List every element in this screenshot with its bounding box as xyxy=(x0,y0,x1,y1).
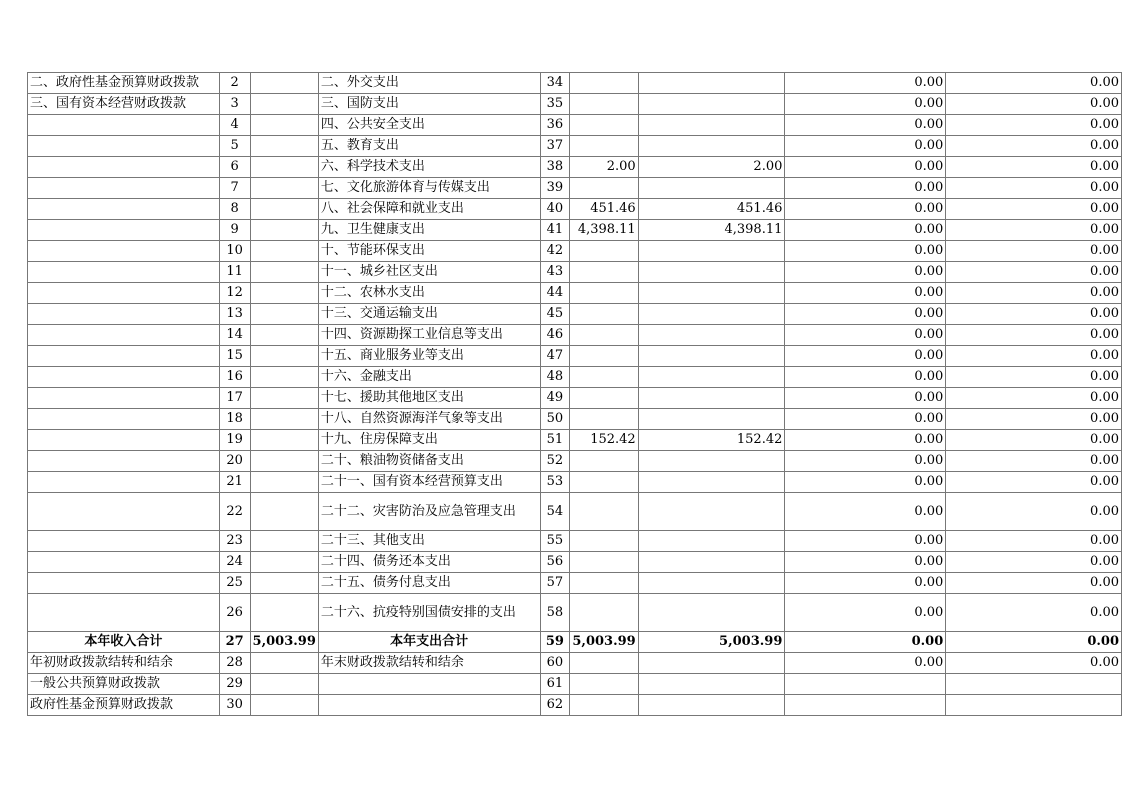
general-budget-amount xyxy=(638,178,785,199)
income-line-no: 28 xyxy=(219,653,250,674)
expense-item: 本年支出合计 xyxy=(318,632,540,653)
state-capital-amount: 0.00 xyxy=(946,493,1122,531)
general-budget-amount xyxy=(638,346,785,367)
income-item xyxy=(28,325,220,346)
state-capital-amount: 0.00 xyxy=(946,451,1122,472)
general-budget-amount xyxy=(638,304,785,325)
gov-fund-amount: 0.00 xyxy=(785,94,946,115)
general-budget-amount xyxy=(638,367,785,388)
expense-line-no: 52 xyxy=(540,451,570,472)
expense-total xyxy=(570,674,638,695)
expense-line-no: 57 xyxy=(540,573,570,594)
income-amount xyxy=(250,653,318,674)
income-line-no: 23 xyxy=(219,531,250,552)
general-budget-amount xyxy=(638,115,785,136)
gov-fund-amount: 0.00 xyxy=(785,653,946,674)
state-capital-amount: 0.00 xyxy=(946,136,1122,157)
income-line-no: 8 xyxy=(219,199,250,220)
income-item xyxy=(28,283,220,304)
income-item: 年初财政拨款结转和结余 xyxy=(28,653,220,674)
income-item xyxy=(28,115,220,136)
expense-total xyxy=(570,367,638,388)
state-capital-amount: 0.00 xyxy=(946,632,1122,653)
state-capital-amount: 0.00 xyxy=(946,552,1122,573)
general-budget-amount xyxy=(638,653,785,674)
expense-item: 三、国防支出 xyxy=(318,94,540,115)
table-row xyxy=(28,594,1122,632)
income-line-no: 9 xyxy=(219,220,250,241)
income-amount xyxy=(250,472,318,493)
income-item: 二、政府性基金预算财政拨款 xyxy=(28,73,220,94)
income-item xyxy=(28,409,220,430)
state-capital-amount: 0.00 xyxy=(946,472,1122,493)
table-row xyxy=(28,325,1122,346)
state-capital-amount: 0.00 xyxy=(946,430,1122,451)
expense-line-no: 35 xyxy=(540,94,570,115)
income-item xyxy=(28,178,220,199)
income-item xyxy=(28,552,220,573)
income-amount xyxy=(250,178,318,199)
expense-line-no: 51 xyxy=(540,430,570,451)
table-body xyxy=(28,73,1122,716)
income-item xyxy=(28,472,220,493)
income-line-no: 12 xyxy=(219,283,250,304)
gov-fund-amount: 0.00 xyxy=(785,157,946,178)
expense-total xyxy=(570,325,638,346)
state-capital-amount: 0.00 xyxy=(946,262,1122,283)
expense-total xyxy=(570,94,638,115)
general-budget-amount xyxy=(638,262,785,283)
expense-total xyxy=(570,653,638,674)
income-line-no: 29 xyxy=(219,674,250,695)
income-line-no: 14 xyxy=(219,325,250,346)
table-row xyxy=(28,115,1122,136)
expense-item: 十四、资源勘探工业信息等支出 xyxy=(318,325,540,346)
expense-item xyxy=(318,695,540,716)
expense-line-no: 34 xyxy=(540,73,570,94)
expense-item: 七、文化旅游体育与传媒支出 xyxy=(318,178,540,199)
gov-fund-amount: 0.00 xyxy=(785,367,946,388)
general-budget-amount xyxy=(638,409,785,430)
expense-line-no: 49 xyxy=(540,388,570,409)
income-item xyxy=(28,531,220,552)
income-line-no: 21 xyxy=(219,472,250,493)
state-capital-amount: 0.00 xyxy=(946,220,1122,241)
expense-item: 二、外交支出 xyxy=(318,73,540,94)
gov-fund-amount: 0.00 xyxy=(785,325,946,346)
expense-line-no: 55 xyxy=(540,531,570,552)
income-line-no: 2 xyxy=(219,73,250,94)
income-amount xyxy=(250,409,318,430)
expense-line-no: 53 xyxy=(540,472,570,493)
income-item: 政府性基金预算财政拨款 xyxy=(28,695,220,716)
income-line-no: 25 xyxy=(219,573,250,594)
expense-item: 十九、住房保障支出 xyxy=(318,430,540,451)
general-budget-amount xyxy=(638,325,785,346)
expense-item: 九、卫生健康支出 xyxy=(318,220,540,241)
income-line-no: 26 xyxy=(219,594,250,632)
expense-item: 二十、粮油物资储备支出 xyxy=(318,451,540,472)
expense-line-no: 54 xyxy=(540,493,570,531)
income-item xyxy=(28,573,220,594)
expense-line-no: 43 xyxy=(540,262,570,283)
table-row xyxy=(28,552,1122,573)
income-item xyxy=(28,388,220,409)
general-budget-amount: 152.42 xyxy=(638,430,785,451)
table-row xyxy=(28,178,1122,199)
income-amount xyxy=(250,674,318,695)
table-row xyxy=(28,451,1122,472)
income-amount xyxy=(250,241,318,262)
income-line-no: 19 xyxy=(219,430,250,451)
expense-item: 二十五、债务付息支出 xyxy=(318,573,540,594)
expense-total: 152.42 xyxy=(570,430,638,451)
state-capital-amount xyxy=(946,695,1122,716)
expense-item: 二十四、债务还本支出 xyxy=(318,552,540,573)
gov-fund-amount: 0.00 xyxy=(785,594,946,632)
gov-fund-amount: 0.00 xyxy=(785,136,946,157)
state-capital-amount: 0.00 xyxy=(946,653,1122,674)
income-line-no: 6 xyxy=(219,157,250,178)
general-budget-amount xyxy=(638,472,785,493)
state-capital-amount: 0.00 xyxy=(946,531,1122,552)
income-amount xyxy=(250,346,318,367)
income-amount xyxy=(250,304,318,325)
income-item xyxy=(28,136,220,157)
table-row xyxy=(28,493,1122,531)
income-line-no: 10 xyxy=(219,241,250,262)
state-capital-amount: 0.00 xyxy=(946,388,1122,409)
income-item xyxy=(28,241,220,262)
state-capital-amount: 0.00 xyxy=(946,115,1122,136)
income-line-no: 11 xyxy=(219,262,250,283)
table-row xyxy=(28,632,1122,653)
gov-fund-amount: 0.00 xyxy=(785,304,946,325)
general-budget-amount xyxy=(638,552,785,573)
income-amount xyxy=(250,451,318,472)
budget-table xyxy=(27,72,1122,716)
table-row xyxy=(28,199,1122,220)
gov-fund-amount: 0.00 xyxy=(785,283,946,304)
gov-fund-amount: 0.00 xyxy=(785,531,946,552)
expense-item: 五、教育支出 xyxy=(318,136,540,157)
expense-total xyxy=(570,262,638,283)
income-amount xyxy=(250,262,318,283)
gov-fund-amount: 0.00 xyxy=(785,73,946,94)
expense-total xyxy=(570,136,638,157)
expense-total xyxy=(570,304,638,325)
general-budget-amount xyxy=(638,573,785,594)
expense-line-no: 59 xyxy=(540,632,570,653)
table-row xyxy=(28,409,1122,430)
income-amount xyxy=(250,493,318,531)
general-budget-amount xyxy=(638,241,785,262)
expense-item: 十六、金融支出 xyxy=(318,367,540,388)
expense-line-no: 37 xyxy=(540,136,570,157)
expense-item: 十三、交通运输支出 xyxy=(318,304,540,325)
expense-item: 六、科学技术支出 xyxy=(318,157,540,178)
income-line-no: 7 xyxy=(219,178,250,199)
income-amount xyxy=(250,388,318,409)
expense-total: 451.46 xyxy=(570,199,638,220)
income-amount xyxy=(250,325,318,346)
gov-fund-amount: 0.00 xyxy=(785,262,946,283)
general-budget-amount xyxy=(638,94,785,115)
gov-fund-amount: 0.00 xyxy=(785,409,946,430)
expense-line-no: 42 xyxy=(540,241,570,262)
expense-total xyxy=(570,695,638,716)
income-item: 三、国有资本经营财政拨款 xyxy=(28,94,220,115)
income-line-no: 17 xyxy=(219,388,250,409)
income-item xyxy=(28,304,220,325)
table-row xyxy=(28,346,1122,367)
expense-item: 二十二、灾害防治及应急管理支出 xyxy=(318,493,540,531)
income-line-no: 30 xyxy=(219,695,250,716)
expense-line-no: 41 xyxy=(540,220,570,241)
income-item xyxy=(28,262,220,283)
expense-line-no: 50 xyxy=(540,409,570,430)
expense-item: 二十三、其他支出 xyxy=(318,531,540,552)
table-row xyxy=(28,695,1122,716)
income-amount xyxy=(250,157,318,178)
expense-line-no: 58 xyxy=(540,594,570,632)
general-budget-amount xyxy=(638,493,785,531)
table-row xyxy=(28,157,1122,178)
table-row xyxy=(28,220,1122,241)
general-budget-amount: 2.00 xyxy=(638,157,785,178)
gov-fund-amount: 0.00 xyxy=(785,115,946,136)
expense-item xyxy=(318,674,540,695)
gov-fund-amount: 0.00 xyxy=(785,241,946,262)
income-item xyxy=(28,367,220,388)
state-capital-amount: 0.00 xyxy=(946,367,1122,388)
gov-fund-amount xyxy=(785,695,946,716)
expense-item: 十二、农林水支出 xyxy=(318,283,540,304)
gov-fund-amount: 0.00 xyxy=(785,493,946,531)
state-capital-amount: 0.00 xyxy=(946,283,1122,304)
expense-total xyxy=(570,178,638,199)
general-budget-amount xyxy=(638,283,785,304)
expense-line-no: 38 xyxy=(540,157,570,178)
income-amount xyxy=(250,552,318,573)
general-budget-amount: 5,003.99 xyxy=(638,632,785,653)
income-line-no: 27 xyxy=(219,632,250,653)
expense-item: 十、节能环保支出 xyxy=(318,241,540,262)
income-item xyxy=(28,430,220,451)
general-budget-amount xyxy=(638,388,785,409)
expense-total xyxy=(570,573,638,594)
state-capital-amount: 0.00 xyxy=(946,573,1122,594)
income-line-no: 5 xyxy=(219,136,250,157)
expense-line-no: 62 xyxy=(540,695,570,716)
expense-item: 二十六、抗疫特别国债安排的支出 xyxy=(318,594,540,632)
expense-total xyxy=(570,552,638,573)
expense-line-no: 47 xyxy=(540,346,570,367)
income-amount xyxy=(250,594,318,632)
expense-total xyxy=(570,346,638,367)
table-row xyxy=(28,388,1122,409)
expense-total xyxy=(570,531,638,552)
gov-fund-amount: 0.00 xyxy=(785,632,946,653)
table-row xyxy=(28,531,1122,552)
state-capital-amount: 0.00 xyxy=(946,73,1122,94)
expense-item: 十七、援助其他地区支出 xyxy=(318,388,540,409)
table-row xyxy=(28,653,1122,674)
expense-line-no: 46 xyxy=(540,325,570,346)
general-budget-amount xyxy=(638,136,785,157)
income-amount xyxy=(250,573,318,594)
income-item xyxy=(28,220,220,241)
income-amount xyxy=(250,94,318,115)
income-item xyxy=(28,157,220,178)
general-budget-amount xyxy=(638,73,785,94)
income-item: 一般公共预算财政拨款 xyxy=(28,674,220,695)
general-budget-amount xyxy=(638,695,785,716)
gov-fund-amount: 0.00 xyxy=(785,573,946,594)
general-budget-amount: 451.46 xyxy=(638,199,785,220)
table-row xyxy=(28,94,1122,115)
income-amount xyxy=(250,136,318,157)
income-item xyxy=(28,493,220,531)
general-budget-amount xyxy=(638,451,785,472)
state-capital-amount: 0.00 xyxy=(946,594,1122,632)
income-amount xyxy=(250,115,318,136)
table-row xyxy=(28,674,1122,695)
expense-total xyxy=(570,472,638,493)
expense-line-no: 61 xyxy=(540,674,570,695)
expense-total xyxy=(570,451,638,472)
income-line-no: 13 xyxy=(219,304,250,325)
table-row xyxy=(28,367,1122,388)
income-line-no: 22 xyxy=(219,493,250,531)
income-line-no: 24 xyxy=(219,552,250,573)
gov-fund-amount: 0.00 xyxy=(785,220,946,241)
gov-fund-amount: 0.00 xyxy=(785,552,946,573)
gov-fund-amount: 0.00 xyxy=(785,430,946,451)
expense-total xyxy=(570,283,638,304)
state-capital-amount: 0.00 xyxy=(946,157,1122,178)
expense-line-no: 44 xyxy=(540,283,570,304)
table-row xyxy=(28,262,1122,283)
expense-total xyxy=(570,594,638,632)
gov-fund-amount: 0.00 xyxy=(785,346,946,367)
expense-total xyxy=(570,409,638,430)
table-row xyxy=(28,472,1122,493)
state-capital-amount: 0.00 xyxy=(946,304,1122,325)
income-line-no: 18 xyxy=(219,409,250,430)
income-amount xyxy=(250,73,318,94)
table-row xyxy=(28,573,1122,594)
income-amount: 5,003.99 xyxy=(250,632,318,653)
expense-item: 年末财政拨款结转和结余 xyxy=(318,653,540,674)
income-amount xyxy=(250,220,318,241)
income-amount xyxy=(250,367,318,388)
income-line-no: 4 xyxy=(219,115,250,136)
table-row xyxy=(28,136,1122,157)
state-capital-amount: 0.00 xyxy=(946,199,1122,220)
gov-fund-amount: 0.00 xyxy=(785,388,946,409)
expense-line-no: 40 xyxy=(540,199,570,220)
expense-item: 四、公共安全支出 xyxy=(318,115,540,136)
income-item xyxy=(28,346,220,367)
expense-total xyxy=(570,73,638,94)
state-capital-amount: 0.00 xyxy=(946,178,1122,199)
table-row xyxy=(28,73,1122,94)
expense-total: 4,398.11 xyxy=(570,220,638,241)
expense-total xyxy=(570,241,638,262)
gov-fund-amount xyxy=(785,674,946,695)
gov-fund-amount: 0.00 xyxy=(785,199,946,220)
state-capital-amount: 0.00 xyxy=(946,409,1122,430)
income-line-no: 3 xyxy=(219,94,250,115)
general-budget-amount xyxy=(638,531,785,552)
general-budget-amount xyxy=(638,594,785,632)
expense-total xyxy=(570,388,638,409)
table-row xyxy=(28,304,1122,325)
income-item xyxy=(28,451,220,472)
expense-total xyxy=(570,115,638,136)
expense-total: 2.00 xyxy=(570,157,638,178)
expense-line-no: 36 xyxy=(540,115,570,136)
expense-total xyxy=(570,493,638,531)
expense-line-no: 39 xyxy=(540,178,570,199)
general-budget-amount: 4,398.11 xyxy=(638,220,785,241)
expense-item: 十五、商业服务业等支出 xyxy=(318,346,540,367)
income-line-no: 15 xyxy=(219,346,250,367)
expense-item: 二十一、国有资本经营预算支出 xyxy=(318,472,540,493)
state-capital-amount: 0.00 xyxy=(946,241,1122,262)
table-row xyxy=(28,241,1122,262)
income-item xyxy=(28,199,220,220)
income-amount xyxy=(250,531,318,552)
income-line-no: 16 xyxy=(219,367,250,388)
income-line-no: 20 xyxy=(219,451,250,472)
state-capital-amount: 0.00 xyxy=(946,325,1122,346)
income-item xyxy=(28,594,220,632)
income-amount xyxy=(250,283,318,304)
general-budget-amount xyxy=(638,674,785,695)
expense-item: 十一、城乡社区支出 xyxy=(318,262,540,283)
expense-item: 八、社会保障和就业支出 xyxy=(318,199,540,220)
state-capital-amount: 0.00 xyxy=(946,346,1122,367)
income-amount xyxy=(250,199,318,220)
expense-line-no: 48 xyxy=(540,367,570,388)
gov-fund-amount: 0.00 xyxy=(785,472,946,493)
expense-line-no: 45 xyxy=(540,304,570,325)
state-capital-amount: 0.00 xyxy=(946,94,1122,115)
gov-fund-amount: 0.00 xyxy=(785,451,946,472)
gov-fund-amount: 0.00 xyxy=(785,178,946,199)
table-row xyxy=(28,430,1122,451)
expense-line-no: 56 xyxy=(540,552,570,573)
expense-item: 十八、自然资源海洋气象等支出 xyxy=(318,409,540,430)
income-amount xyxy=(250,695,318,716)
income-item: 本年收入合计 xyxy=(28,632,220,653)
expense-total: 5,003.99 xyxy=(570,632,638,653)
income-amount xyxy=(250,430,318,451)
table-row xyxy=(28,283,1122,304)
state-capital-amount xyxy=(946,674,1122,695)
expense-line-no: 60 xyxy=(540,653,570,674)
